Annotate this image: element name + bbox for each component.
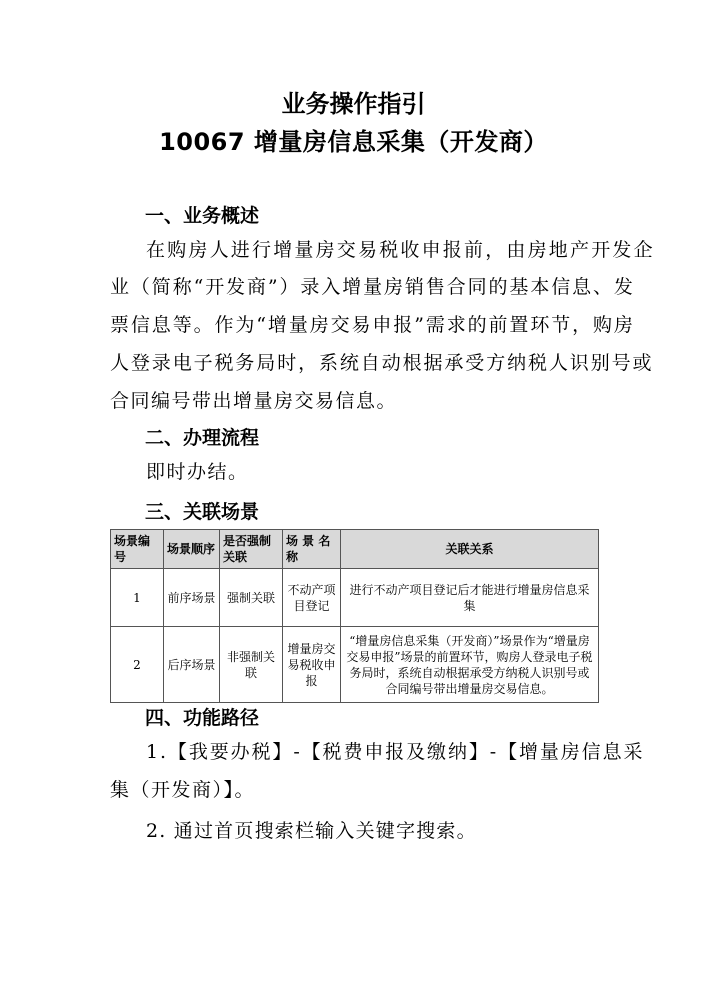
section-heading-overview: 一、业务概述 [145,205,260,227]
cell-relation: 进行不动产项目登记后才能进行增量房信息采集 [341,569,599,627]
col-header-forced: 是否强制关联 [220,530,283,569]
table-row [111,627,599,703]
overview-line: 人登录电子税务局时，系统自动根据承受方纳税人识别号或 [110,352,654,374]
path-step-1: 1.【我要办税】-【税费申报及缴纳】-【增量房信息采 [146,741,645,763]
process-text: 即时办结。 [146,461,249,483]
col-header-relation: 关联关系 [341,530,599,569]
cell-forced: 强制关联 [220,569,283,627]
cell-scene-no: 2 [111,627,164,703]
overview-line: 在购房人进行增量房交易税收申报前，由房地产开发企 [146,239,655,261]
related-scenes-table [110,529,599,703]
overview-line: 合同编号带出增量房交易信息。 [110,390,398,412]
cell-scene-order: 前序场景 [164,569,220,627]
cell-scene-no: 1 [111,569,164,627]
overview-line: 业（简称“开发商”）录入增量房销售合同的基本信息、发 [110,276,635,298]
col-header-scene-name: 场 景 名 称 [283,530,341,569]
cell-forced: 非强制关联 [220,627,283,703]
cell-relation: “增量房信息采集（开发商）”场景作为“增量房交易申报”场景的前置环节，购房人登录电子税务局时，系统自动根据承受方纳税人识别号或合同编号带出增量房交易信息。 [341,627,599,703]
section-heading-scenes: 三、关联场景 [145,501,260,523]
document-subtitle: 10067 增量房信息采集（开发商） [159,128,548,156]
document-title: 业务操作指引 [281,90,426,118]
overview-line: 票信息等。作为“增量房交易申报”需求的前置环节，购房 [110,314,635,336]
cell-scene-order: 后序场景 [164,627,220,703]
section-heading-path: 四、功能路径 [145,707,260,729]
col-header-scene-no: 场景编号 [111,530,164,569]
col-header-scene-order: 场景顺序 [164,530,220,569]
table-header-row [111,530,599,569]
path-step-2: 2. 通过首页搜索栏输入关键字搜索。 [146,820,477,842]
cell-scene-name: 不动产项目登记 [283,569,341,627]
cell-scene-name: 增量房交易税收申报 [283,627,341,703]
table-row [111,569,599,627]
section-heading-process: 二、办理流程 [145,427,260,449]
path-step-1-continued: 集（开发商）】。 [110,779,256,801]
